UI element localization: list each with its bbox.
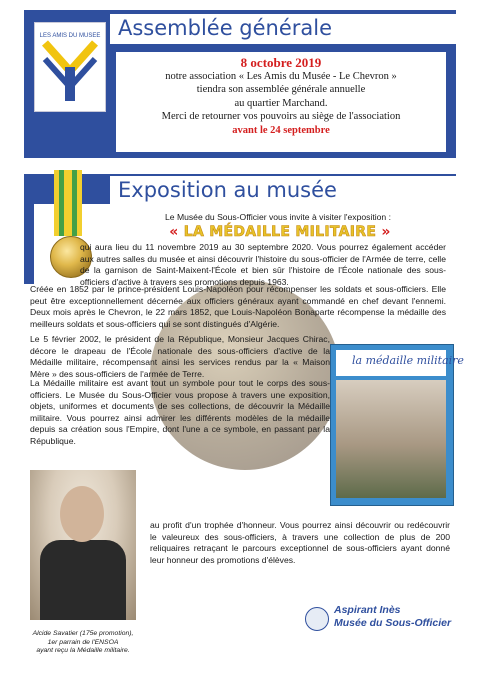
assemblee-deadline: avant le 24 septembre [232,124,330,136]
assemblee-title-bar [110,14,456,44]
exposition-paragraph-5: au profit d'un trophée d'honneur. Vous pourrez ainsi découvrir ou redécouvrir le valeureux des sous-officiers, à travers une collection de plus de 200 reliquaires retraçant le parcours exceptionnel de sous-officiers ayant donné leur honneur des promotions d'élèves. [150,520,450,565]
magazine-header [336,350,464,376]
portrait-caption [28,630,138,656]
signature-org: Musée du Sous-Officier [334,616,452,629]
exposition-medal-title [150,224,410,240]
exposition-title-bar [110,176,456,204]
exposition-paragraph-4: La Médaille militaire est avant tout un symbole pour tout le corps des sous-officiers. Le Musée du Sous-Officier vous propose à travers une exposition, objets, uniformes et documents de ses collections, de découvrir la Médaille militaire. Vous pourrez ainsi admirer les différents modèles de la médaille depuis sa création sous l'Empire, dont l'une a ce symbole, en passant par la République. [30,378,330,446]
exposition-intro: Le Musée du Sous-Officier vous invite à visiter l'exposition : [165,212,391,222]
portrait-face [60,486,104,542]
medal-title-text: LA MÉDAILLE MILITAIRE [183,224,377,240]
assemblee-announcement [116,52,446,152]
association-logo [34,22,106,112]
exposition-paragraph-3: Le 5 février 2002, le président de la République, Monsieur Jacques Chirac, décore le drapeau de l'École nationale des sous-officiers d'active de la Médaille militaire, récompensant ainsi les services rendus par la « Maison Mère » des sous-officiers de l'armée de Terre. [30,334,330,379]
exposition-title: Exposition au musée [118,178,337,202]
assemblee-line4: Merci de retourner vos pouvoirs au siège de l'association [161,111,401,123]
assemblee-date: 8 octobre 2019 [240,55,322,70]
medal-ribbon [54,170,82,236]
caption-line-1: Alcide Savatier (175e promotion), [32,630,134,637]
svg-text:LES AMIS DU MUSEE: LES AMIS DU MUSEE [39,33,101,39]
signature-name: Aspirant Inès [334,604,401,616]
assemblee-line2: tiendra son assemblée générale annuelle [196,84,366,96]
assemblee-line1: notre association « Les Amis du Musée - Le Chevron » [165,70,397,82]
exposition-paragraph-1: qui aura lieu du 11 novembre 2019 au 30 septembre 2020. Vous pourrez également accéder aux autres salles du musée et ainsi découvrir l'histoire du sous-officier de l'Armée de terre, celle de la garnison de Saint-Maixent-l'École et bien sûr l'histoire de l'École nationale des sous-officiers d'active à travers ses promotions depuis 1963. [80,242,446,287]
caption-line-2: 1er parrain de l'ENSOA [47,638,119,646]
assemblee-title: Assemblée générale [118,16,333,40]
magazine-title: la médaille militaire [352,354,464,367]
magazine-photo [336,380,446,498]
exposition-paragraph-2: Créée en 1852 par le prince-président Louis-Napoléon pour récompenser les soldats et sous-officiers. Elle peut être exceptionnellement décernée aux officiers généraux ayant commandé en chef devant l'ennemi. Deux mois après le Chevron, le 22 mars 1852, que Louis-Napoléon Bonaparte récompense la médaille des meilleurs soldats et sous-officiers qui se sont distingués d'Algérie. [30,284,446,329]
medal-title-close: » [376,224,391,240]
chevron-logo-icon [35,23,105,111]
museum-logo-icon [305,607,329,631]
signature [334,604,474,629]
caption-line-3: ayant reçu la Médaille militaire. [36,647,130,654]
portrait-coat [40,540,126,620]
medal-title-open: « [169,224,184,240]
assemblee-line3: au quartier Marchand. [234,97,328,109]
